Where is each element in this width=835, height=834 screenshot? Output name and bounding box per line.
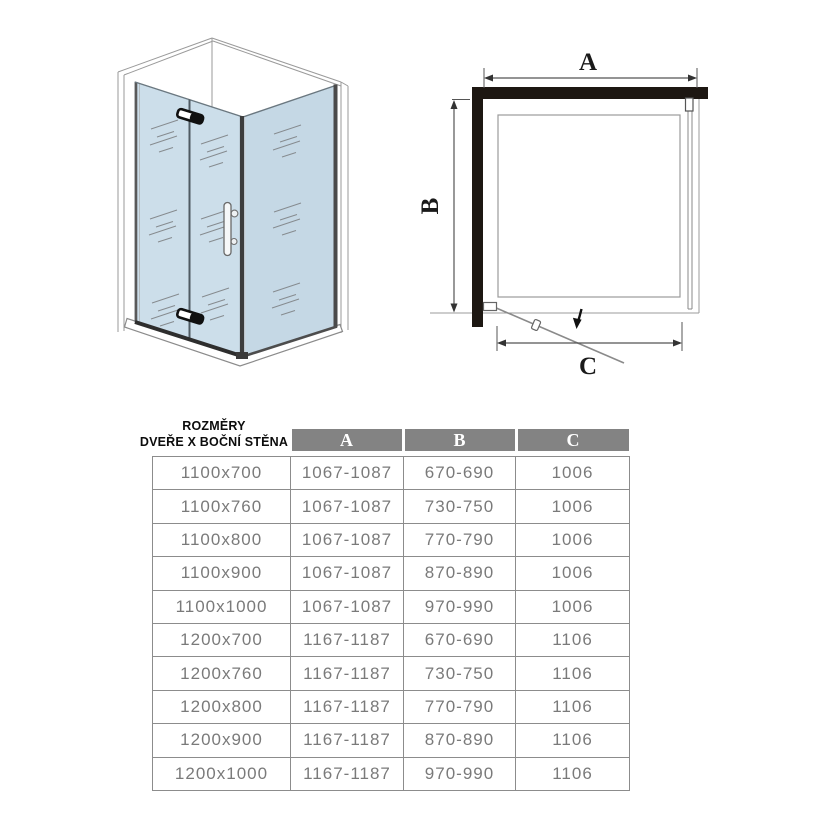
table-row [153,623,630,656]
table-cell: 1100x900 [153,557,291,590]
column-header-c: C [518,429,629,451]
table-cell: 1167-1187 [291,623,404,656]
table-cell: 1167-1187 [291,724,404,757]
table-cell: 1200x900 [153,724,291,757]
plan-wall-profile [686,98,694,111]
table-cell: 730-750 [404,657,516,690]
table-cell: 1200x760 [153,657,291,690]
table-cell: 1106 [516,757,630,790]
table-cell: 1167-1187 [291,690,404,723]
table-cell: 770-790 [404,690,516,723]
table-row [153,590,630,623]
table-row [153,523,630,556]
column-header-a: A [292,429,402,451]
table-cell: 1067-1087 [291,590,404,623]
table-cell: 1167-1187 [291,657,404,690]
table-title-line1: ROZMĚRY [182,419,246,433]
table-cell: 1200x1000 [153,757,291,790]
table-cell: 1100x1000 [153,590,291,623]
table-cell: 730-750 [404,490,516,523]
table-title [130,418,298,450]
table-cell: 970-990 [404,590,516,623]
table-cell: 1106 [516,690,630,723]
dim-c-line [497,322,682,351]
table-cell: 1200x800 [153,690,291,723]
shower-3d-illustration [118,38,348,366]
dim-a-label: A [578,49,598,76]
table-cell: 1006 [516,490,630,523]
plan-door-hinge [484,303,497,311]
dimensions-table [152,456,630,791]
table-column-headers [292,429,629,451]
table-cell: 770-790 [404,523,516,556]
table-cell: 1067-1087 [291,490,404,523]
table-cell: 1067-1087 [291,457,404,490]
table-row [153,724,630,757]
figures-canvas [0,0,835,412]
door-swing-arrow-icon [573,309,582,329]
table-cell: 1106 [516,623,630,656]
plan-tray-outline [498,115,680,297]
table-row [153,690,630,723]
table-cell: 870-890 [404,724,516,757]
plan-side-panel [688,111,692,309]
table-cell: 1006 [516,457,630,490]
table-cell: 1100x700 [153,457,291,490]
table-cell: 1100x800 [153,523,291,556]
plan-door-line [494,307,624,363]
table-row [153,757,630,790]
dim-c-label: C [578,353,598,380]
table-cell: 1006 [516,590,630,623]
table-cell: 1200x700 [153,623,291,656]
table-title-line2: DVEŘE X BOČNÍ STĚNA [139,435,289,449]
table-cell: 1006 [516,557,630,590]
table-cell: 1106 [516,724,630,757]
table-cell: 670-690 [404,457,516,490]
plan-view-diagram [417,49,708,380]
table-cell: 1106 [516,657,630,690]
table-cell: 1006 [516,523,630,556]
table-cell: 1067-1087 [291,523,404,556]
dim-b-line [451,100,471,313]
table-row [153,490,630,523]
table-row [153,557,630,590]
table-cell: 970-990 [404,757,516,790]
side-panel-glass [243,85,337,356]
table-row [153,657,630,690]
table-cell: 670-690 [404,623,516,656]
plan-door-knob [531,319,541,331]
table-cell: 870-890 [404,557,516,590]
table-row [153,457,630,490]
table-cell: 1067-1087 [291,557,404,590]
column-header-b: B [405,429,515,451]
dim-b-label: B [417,197,444,215]
table-cell: 1167-1187 [291,757,404,790]
dimensions-table-body [153,457,630,791]
table-cell: 1100x760 [153,490,291,523]
